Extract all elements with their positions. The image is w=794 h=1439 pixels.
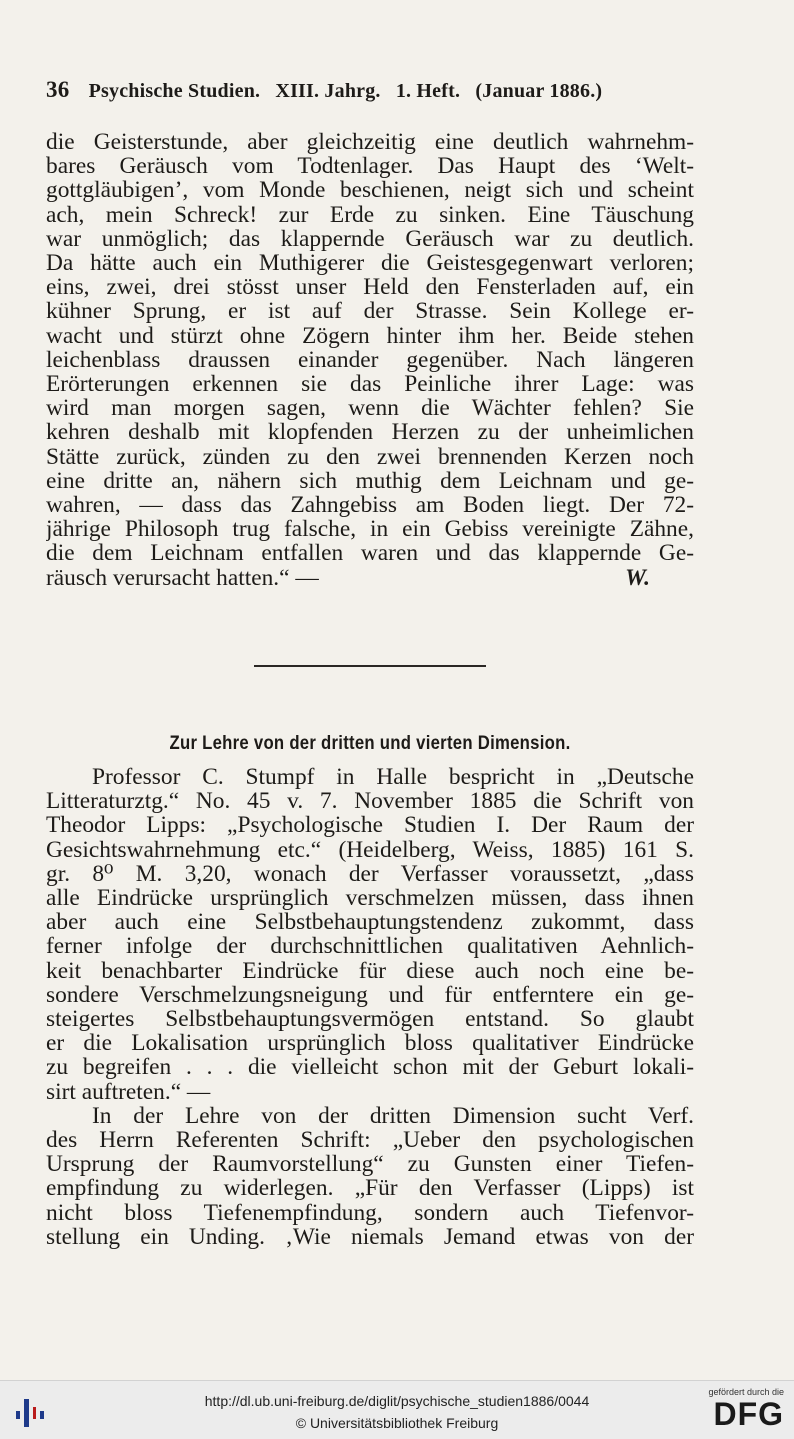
paragraph-dimension xyxy=(46,765,694,1249)
paragraph-ghost-story xyxy=(46,130,694,590)
text-line: gr. 8⁰ M. 3,20, wonach der Verfasser voraussetzt, „dass xyxy=(46,861,694,887)
text-line: Stätte zurück, zünden zu den zwei brennenden Kerzen noch xyxy=(46,444,694,469)
text-line: wahren, — dass das Zahngebiss am Boden liegt. Der 72- xyxy=(46,493,694,518)
issue-date: (Januar 1886.) xyxy=(475,80,603,102)
page-number: 36 xyxy=(46,77,70,102)
text-line: zu begreifen . . . die vielleicht schon mit der Geburt lokali- xyxy=(46,1055,694,1080)
text-line: eine dritte an, nähern sich muthig dem Leichnam und ge- xyxy=(46,468,694,494)
text-line: stellung ein Unding. ‚Wie niemals Jemand etwas von der xyxy=(46,1224,694,1250)
text-line: kehren deshalb mit klopfenden Herzen zu der unheimlichen xyxy=(46,420,694,445)
volume: XIII. Jahrg. xyxy=(275,80,381,102)
permalink[interactable]: http://dl.ub.uni-freiburg.de/diglit/psychische_studien1886/0044 xyxy=(204,1393,590,1409)
text-line: Theodor Lipps: „Psychologische Studien I. Der Raum der xyxy=(46,813,694,838)
text-line: gottgläubigen’, vom Monde beschienen, neigt sich und scheint xyxy=(46,178,694,203)
text-line: Litteraturztg.“ No. 45 v. 7. November 1885 die Schrift von xyxy=(46,789,694,814)
text-line: war unmöglich; das klappernde Geräusch war zu deutlich. xyxy=(46,226,694,252)
text-line: ach, mein Schreck! zur Erde zu sinken. Eine Täuschung xyxy=(46,202,694,227)
dfg-logo xyxy=(684,1387,784,1435)
text-line: Professor C. Stumpf in Halle bespricht in „Deutsche xyxy=(92,765,694,790)
text-line: nicht bloss Tiefenempfindung, sondern auch Tiefenvor- xyxy=(46,1200,694,1225)
text-line: des Herrn Referenten Schrift: „Ueber den psychologischen xyxy=(46,1128,694,1153)
dfg-caption: gefördert durch die xyxy=(708,1387,784,1397)
text-line: er die Lokalisation ursprünglich bloss qualitativer Eindrücke xyxy=(46,1031,694,1056)
text-line: Da hätte auch ein Muthigerer die Geistesgegenwart verloren; xyxy=(46,251,694,276)
section-divider xyxy=(254,665,486,667)
text-line: jährige Philosoph trug falsche, in ein Gebiss vereinigte Zähne, xyxy=(46,517,694,542)
dfg-wordmark: DFG xyxy=(713,1396,784,1432)
text-line: sondere Verschmelzungsneigung und für entferntere ein ge- xyxy=(46,982,694,1008)
text-line: die dem Leichnam entfallen waren und das klappernde Ge- xyxy=(46,541,694,566)
text-line: die Geisterstunde, aber gleichzeitig eine deutlich wahrnehm- xyxy=(46,130,694,155)
text-line: keit benachbarter Eindrücke für diese auch noch eine be- xyxy=(46,958,694,983)
issue: 1. Heft. xyxy=(395,80,461,102)
text-line: In der Lehre von der dritten Dimension sucht Verf. xyxy=(92,1103,694,1129)
text-line: leichenblass draussen einander gegenüber. Nach längeren xyxy=(46,347,694,373)
copyright: © Universitätsbibliothek Freiburg xyxy=(295,1415,499,1431)
running-header xyxy=(46,77,706,103)
text-line xyxy=(46,566,694,590)
text-line: ferner infolge der durchschnittlichen qualitativen Aehnlich- xyxy=(46,934,694,959)
text-line: bares Geräusch vom Todtenlager. Das Haupt des ‘Welt- xyxy=(46,154,694,179)
text-line: steigertes Selbstbehauptungsvermögen entstand. So glaubt xyxy=(46,1007,694,1032)
text-line: wacht und stürzt ohne Zögern hinter ihm her. Beide stehen xyxy=(46,323,694,348)
text-line: aber auch eine Selbstbehauptungstendenz zukommt, dass xyxy=(46,910,694,935)
text-line: alle Eindrücke ursprünglich verschmelzen müssen, dass ihnen xyxy=(46,886,694,911)
text-line: Erörterungen erkennen sie das Peinliche ihrer Lage: was xyxy=(46,372,694,397)
text-line: kühner Sprung, er ist auf der Strasse. Sein Kollege er- xyxy=(46,299,694,324)
text-line: Ursprung der Raumvorstellung“ zu Gunsten einer Tiefen- xyxy=(46,1152,694,1177)
text-line: wird man morgen sagen, wenn die Wächter fehlen? Sie xyxy=(46,396,694,421)
text-line: Gesichtswahrnehmung etc.“ (Heidelberg, Weiss, 1885) 161 S. xyxy=(46,837,694,862)
closing-text: räusch verursacht hatten.“ — xyxy=(46,565,319,590)
journal-title: Psychische Studien. xyxy=(88,80,261,102)
text-line: sirt auftreten.“ — xyxy=(46,1079,211,1104)
section-title: Zur Lehre von der dritten und vierten Dimension. xyxy=(169,733,571,754)
text-line: empfindung zu widerlegen. „Für den Verfasser (Lipps) ist xyxy=(46,1176,694,1201)
author-signature: W. xyxy=(625,565,650,590)
viewer-footer xyxy=(0,1380,794,1439)
text-line: eins, zwei, drei stösst unser Held den Fensterladen auf, ein xyxy=(46,275,694,300)
